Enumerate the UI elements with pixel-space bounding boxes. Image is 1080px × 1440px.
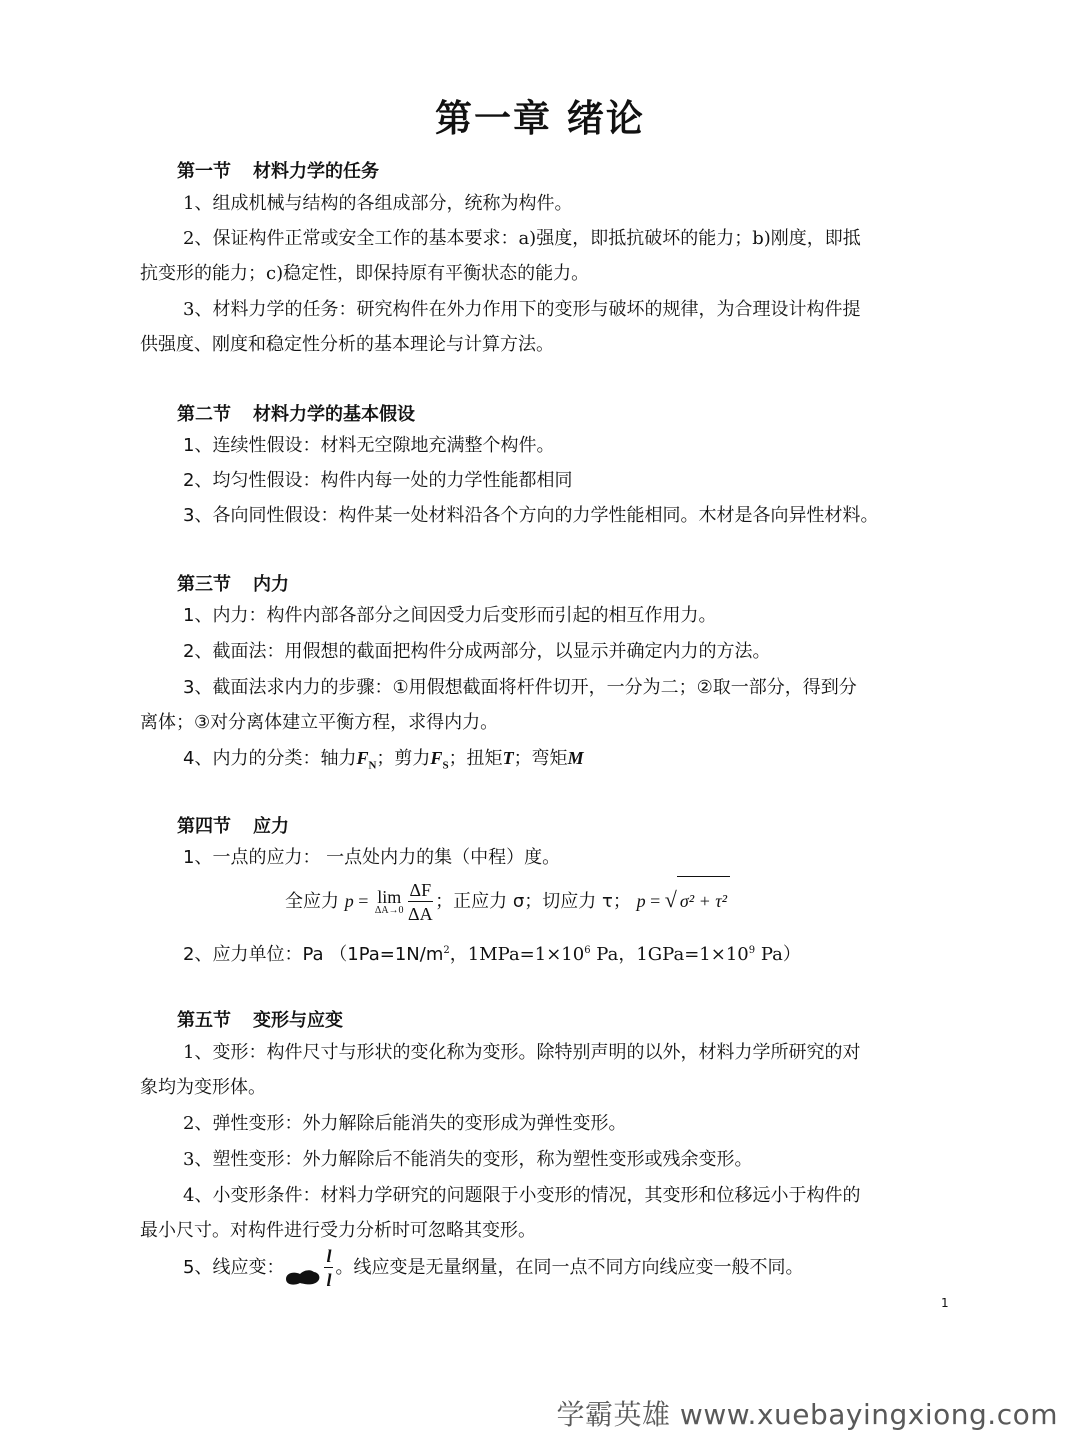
sqrt-radicand: σ² + τ² [677,876,730,925]
fraction [408,879,434,926]
paragraph-line: 3、材料力学的任务：研究构件在外力作用下的变形与破坏的规律，为合理设计构件提 [183,299,861,320]
classification-separator: ；弯矩 [513,748,568,769]
section-number: 第五节 [177,1010,231,1031]
shear-force-symbol: F [430,748,443,768]
linear-strain-line [183,1244,803,1292]
section-number: 第四节 [177,816,231,837]
formula-middle-text: ；正应力 σ；切应力 τ； [435,891,631,912]
axial-force-symbol: F [356,748,369,768]
limit-subscript: ΔA→0 [374,905,404,916]
sqrt-symbol: √ [664,887,677,912]
classification-separator: ；剪力 [376,748,431,769]
formula-eq: = [353,891,373,911]
axial-force-subscript: N [368,759,377,772]
strain-fraction [324,1245,333,1292]
paragraph-line: 3、塑性变形：外力解除后不能消失的变形，称为塑性变形或残余变形。 [183,1149,753,1170]
classification-separator: ；扭矩 [448,748,503,769]
paragraph-line: 2、截面法：用假想的截面把构件分成两部分，以显示并确定内力的方法。 [183,641,771,662]
section-2-heading [177,400,415,426]
paragraph-line: 离体；③对分离体建立平衡方程，求得内力。 [140,712,499,733]
strain-denominator: l [326,1269,332,1290]
paragraph-line: 2、保证构件正常或安全工作的基本要求：a)强度，即抵抗破坏的能力；b)刚度，即抵 [183,228,861,249]
moment-symbol: M [567,748,584,768]
limit-operator [375,888,404,916]
section-number: 第三节 [177,574,231,595]
formula-p2: p [636,891,646,911]
strain-numerator: l [326,1245,332,1266]
strain-suffix: 。线应变是无量纲量，在同一点不同方向线应变一般不同。 [335,1257,804,1278]
units-text: 2、应力单位：Pa （1Pa=1N/m [183,944,444,965]
paragraph-line: 抗变形的能力；c)稳定性，即保持原有平衡状态的能力。 [140,263,590,284]
units-exponent: 2 [443,945,450,956]
fraction-denominator: ΔA [408,903,433,924]
units-text: Pa，1GPa=1×10 [590,944,749,965]
internal-force-classification [183,746,584,771]
section-title: 材料力学的任务 [253,161,379,182]
units-text: ，1MPa=1×10 [449,944,585,965]
torque-symbol: T [502,748,514,768]
fraction-numerator: ΔF [409,879,432,900]
section-4-heading [177,812,289,838]
formula-p: p [344,891,354,911]
section-title: 应力 [253,816,289,837]
section-number: 第二节 [177,404,231,425]
section-title: 内力 [253,574,289,595]
paragraph-line: 1、内力：构件内部各部分之间因受力后变形而引起的相互作用力。 [183,605,717,626]
paragraph-line: 3、截面法求内力的步骤：①用假想截面将杆件切开，一分为二；②取一部分，得到分 [183,677,857,698]
section-title: 材料力学的基本假设 [253,404,415,425]
formula-label: 全应力 [285,891,339,912]
paragraph-line: 4、小变形条件：材料力学研究的问题限于小变形的情况，其变形和位移远小于构件的 [183,1185,861,1206]
section-number: 第一节 [177,161,231,182]
classification-prefix: 4、内力的分类：轴力 [183,748,357,769]
section-3-heading [177,570,289,596]
limit-text: lim [377,887,402,907]
paragraph-line: 供强度、刚度和稳定性分析的基本理论与计算方法。 [140,334,554,355]
strain-prefix: 5、线应变： [183,1257,285,1278]
footer-watermark: 学霸英雄 www.xuebayingxiong.com [556,1398,1058,1431]
paragraph-line: 2、弹性变形：外力解除后能消失的变形成为弹性变形。 [183,1113,627,1134]
paragraph-line: 1、组成机械与结构的各组成部分，统称为构件。 [183,193,573,214]
strain-epsilon-blot [284,1258,322,1278]
stress-formula [285,876,730,926]
units-exponent: 9 [748,945,756,956]
stress-units-line [183,943,801,967]
formula-eq2: = [645,891,665,911]
page-number: 1 [941,1296,949,1310]
section-1-heading [177,157,379,183]
chapter-title: 第一章 绪论 [435,97,645,140]
section-5-heading [177,1006,343,1032]
paragraph-line: 1、变形：构件尺寸与形状的变化称为变形。除特别声明的以外，材料力学所研究的对 [183,1042,861,1063]
paragraph-line: 3、各向同性假设：构件某一处材料沿各个方向的力学性能相同。木材是各向异性材料。 [183,505,879,526]
shear-force-subscript: S [442,759,449,772]
paragraph-line: 1、连续性假设：材料无空隙地充满整个构件。 [183,435,555,456]
paragraph-line: 最小尺寸。对构件进行受力分析时可忽略其变形。 [140,1220,536,1241]
section-title: 变形与应变 [253,1010,343,1031]
paragraph-line: 象均为变形体。 [140,1077,266,1098]
paragraph-line: 2、均匀性假设：构件内每一处的力学性能都相同 [183,470,573,491]
units-text: Pa） [755,944,801,965]
paragraph-line: 1、一点的应力： 一点处内力的集（中程）度。 [183,847,561,868]
units-exponent: 6 [584,945,591,956]
ink-blot-icon [284,1267,322,1287]
